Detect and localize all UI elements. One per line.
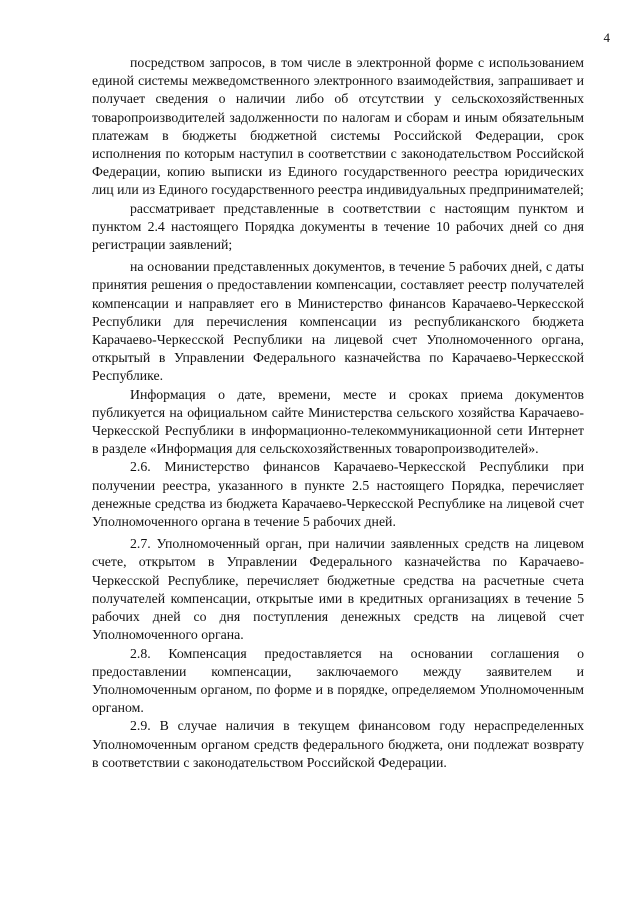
paragraph-review-documents: рассматривает представленные в соответствии с настоящим пунктом и пунктом 2.4 настоящего Порядка документы в течение 10 рабочих дней со дня регистрации заявлений;: [92, 200, 584, 253]
document-body: [92, 54, 584, 772]
paragraph-2-7: 2.7. Уполномоченный орган, при наличии заявленных средств на лицевом счете, открытом в Управлении Федерального казначейства по Карачаево-Черкесской Республике, перечисляет бюджетные средства на расчетные счета получателей компенсации, открытые ими в кредитных организациях в течение 5 рабочих дней со дня поступления денежных средств на лицевой счет Уполномоченного органа.: [92, 536, 584, 643]
paragraph-2-9: 2.9. В случае наличия в текущем финансовом году нераспределенных Уполномоченным органом средств федерального бюджета, они подлежат возврату в соответствии с законодательством Российской Федерации.: [92, 718, 584, 770]
paragraph-compile-register: на основании представленных документов, в течение 5 рабочих дней, с даты принятия решения о предоставлении компенсации, составляет реестр получателей компенсации и направляет его в Министерство финансов Карачаево-Черкесской Республики для перечисления компенсации из республиканского бюджета Карачаево-Черкесской Республики на лицевой счет Уполномоченного органа, открытый в Управлении Федерального казначейства по Карачаево-Черкесской Республике.: [92, 259, 584, 384]
paragraph-request-info: посредством запросов, в том числе в электронной форме с использованием единой системы межведомственного электронного взаимодействия, запрашивает и получает сведения о наличии либо об отсутствии у сельскохозяйственных товаропроизводителей задолженности по налогам и сборам и иным обязательным платежам в бюджеты бюджетной системы Российской Федерации, срок исполнения по которым наступил в соответствии с законодательством Российской Федерации, копию выписки из Единого государственного реестра юридических лиц или из Единого государственного реестра индивидуальных предпринимателей;: [92, 55, 584, 198]
paragraph-2-8: 2.8. Компенсация предоставляется на основании соглашения о предоставлении компенсации, заключаемого между заявителем и Уполномоченным органом, по форме и в порядке, определяемом Уполномоченным органом.: [92, 645, 584, 716]
page-number: 4: [603, 30, 610, 45]
paragraph-publication-info: Информация о дате, времени, месте и сроках приема документов публикуется на официальном сайте Министерства сельского хозяйства Карачаево-Черкесской Республики в информационно-телекоммуникационной сети Интернет в разделе «Информация для сельскохозяйственных товаропроизводителей».: [92, 386, 584, 457]
paragraph-2-6: 2.6. Министерство финансов Карачаево-Черкесской Республики при получении реестра, указанного в пункте 2.5 настоящего Порядка, перечисляет денежные средства из бюджета Карачаево-Черкесской Республике на лицевой счет Уполномоченного органа в течение 5 рабочих дней.: [92, 459, 584, 530]
